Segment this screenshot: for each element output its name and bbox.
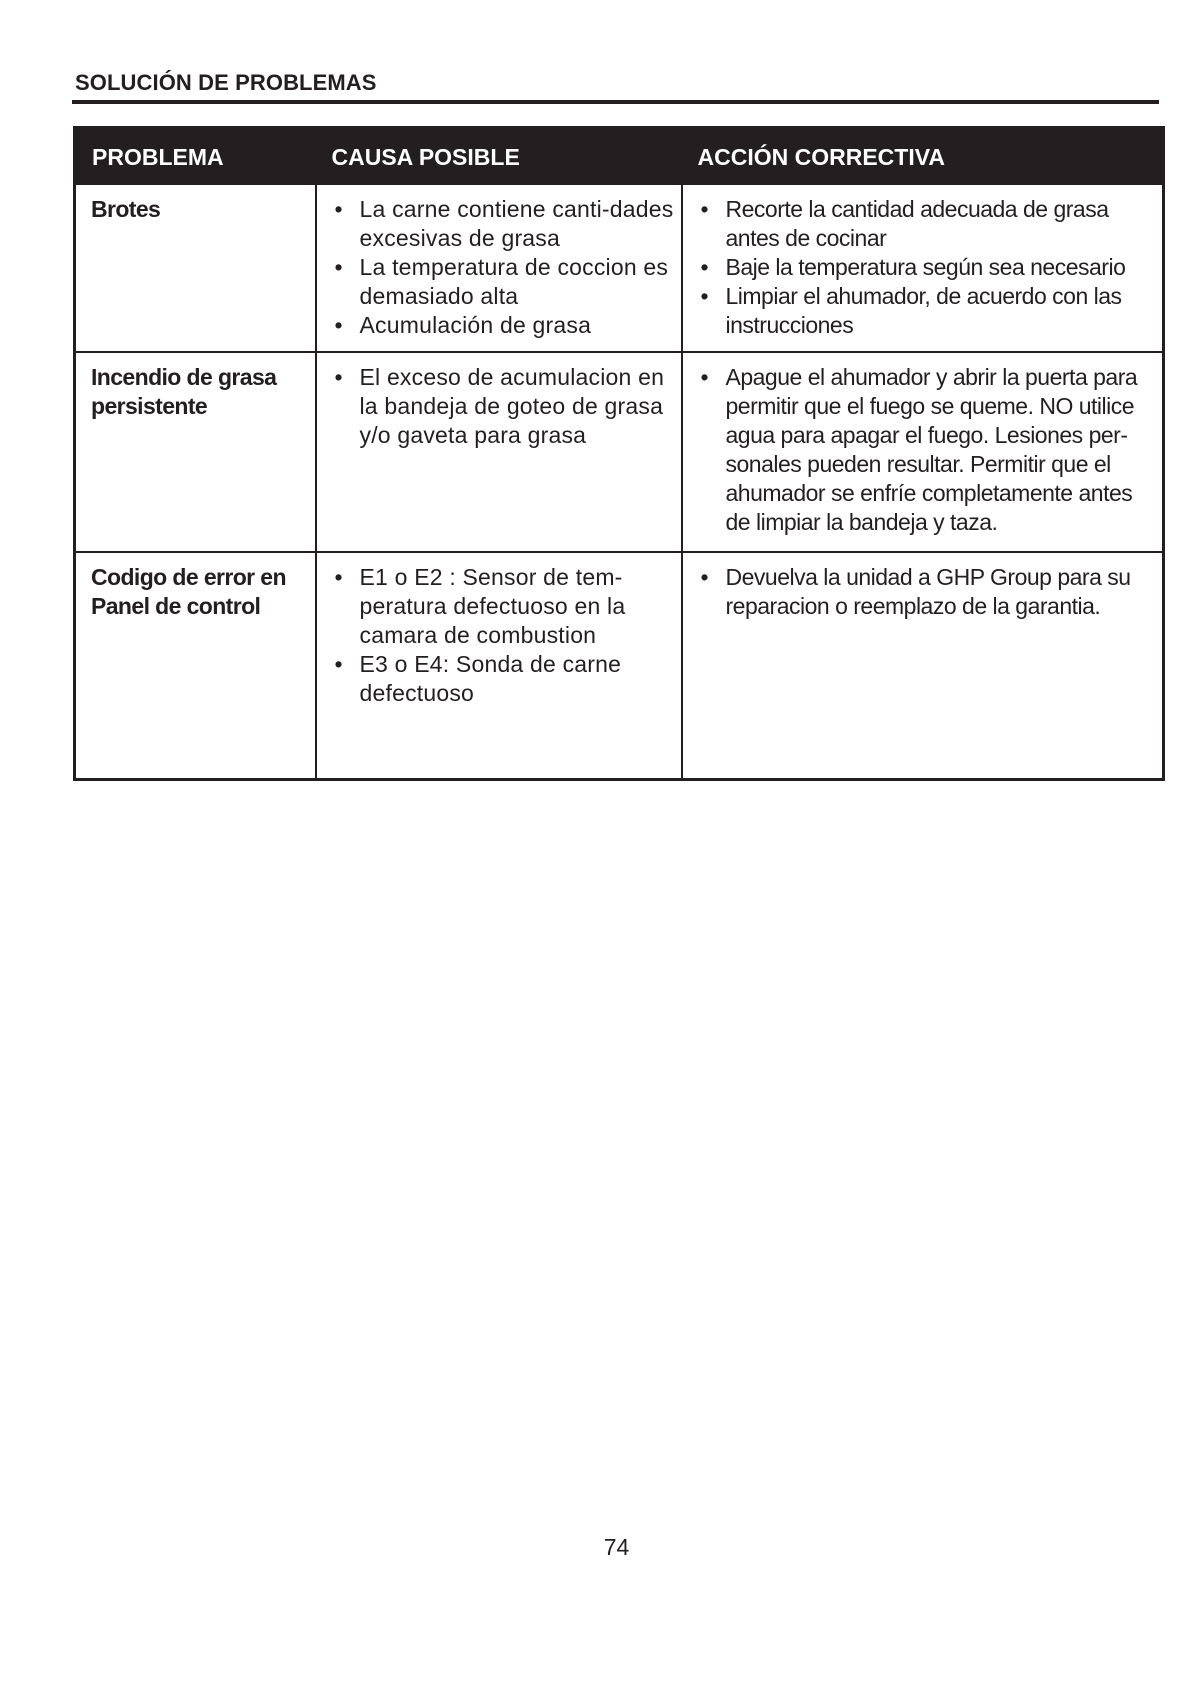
action-item: • Baje la temperatura según sea necesario <box>699 253 1161 282</box>
cause-item: • E3 o E4: Sonda de carne defectuoso <box>333 650 675 708</box>
title-rule <box>72 100 1159 104</box>
section-title: SOLUCIÓN DE PROBLEMAS <box>75 70 377 95</box>
cause-list <box>333 363 675 450</box>
action-item: • Apague el ahumador y abrir la puerta para permitir que el fuego se queme. NO utilice agua para apagar el fuego. Lesiones per-sonales pueden resultar. Permitir que el ahumador se enfríe completamente antes de limpiar la bandeja y taza. <box>699 363 1161 537</box>
header-row <box>75 128 1164 184</box>
action-item: • Devuelva la unidad a GHP Group para su reparacion o reemplazo de la garantia. <box>699 563 1161 621</box>
cause-item: • La temperatura de coccion es demasiado alta <box>333 253 675 311</box>
action-item: • Recorte la cantidad adecuada de grasa antes de cocinar <box>699 195 1161 253</box>
page-number: 74 <box>603 1534 630 1560</box>
cause-item: • Acumulación de grasa <box>333 311 675 340</box>
problem-cell: Codigo de error en Panel de control <box>75 552 316 780</box>
troubleshooting-table <box>73 126 1165 781</box>
action-list <box>699 195 1161 340</box>
problem-cell: Incendio de grasa persistente <box>75 352 316 552</box>
header-action: ACCIÓN CORRECTIVA <box>682 128 1164 184</box>
cause-item: • E1 o E2 : Sensor de tem-peratura defectuoso en la camara de combustion <box>333 563 675 650</box>
cause-cell <box>316 184 682 352</box>
cause-item: • El exceso de acumulacion en la bandeja de goteo de grasa y/o gaveta para grasa <box>333 363 675 450</box>
table-row <box>75 552 1164 780</box>
cause-cell <box>316 552 682 780</box>
cause-cell <box>316 352 682 552</box>
action-cell <box>682 352 1164 552</box>
header-problem: PROBLEMA <box>75 128 316 184</box>
table-row <box>75 352 1164 552</box>
cause-list <box>333 563 675 708</box>
action-cell <box>682 552 1164 780</box>
action-cell <box>682 184 1164 352</box>
table-header <box>75 128 1164 184</box>
action-item: • Limpiar el ahumador, de acuerdo con las instrucciones <box>699 282 1161 340</box>
problem-cell: Brotes <box>75 184 316 352</box>
header-cause: CAUSA POSIBLE <box>316 128 682 184</box>
cause-list <box>333 195 675 340</box>
action-list <box>699 363 1161 537</box>
table-row <box>75 184 1164 352</box>
action-list <box>699 563 1161 621</box>
cause-item: • La carne contiene canti-dades excesivas de grasa <box>333 195 675 253</box>
